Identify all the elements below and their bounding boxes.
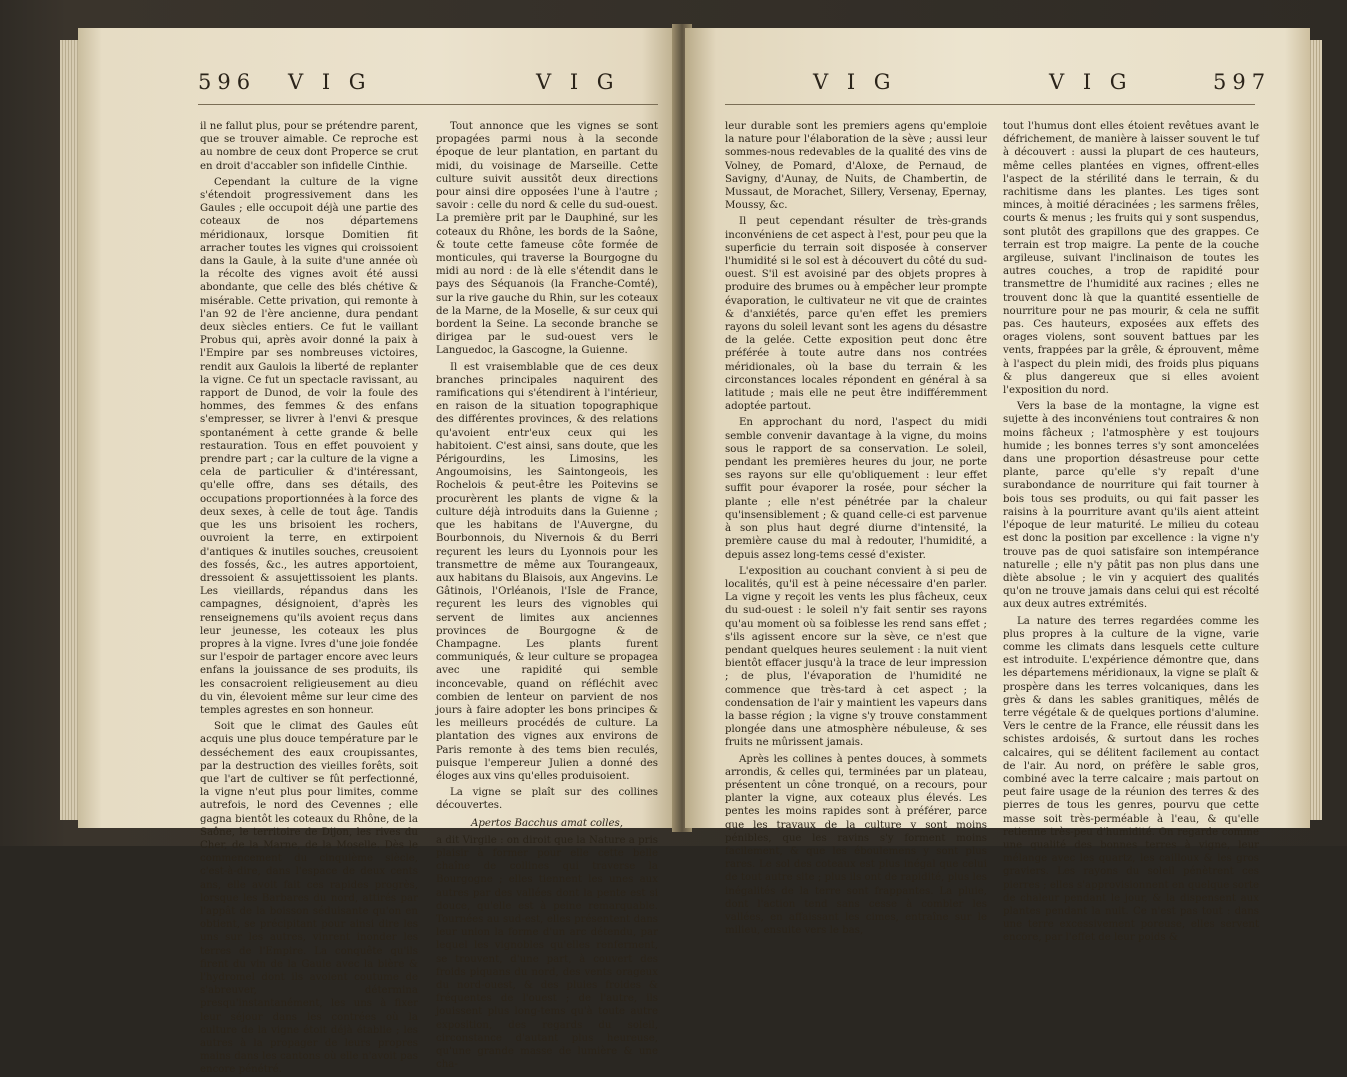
paragraph: tout l'humus dont elles étoient revêtues avant le défrichement, de manière à laisser souvent le tuf à découvert : aussi la plupart de ces hauteurs, même celles plantées en vignes, offrent-elles l'aspect de la stérilité dans le terrain, & du rachitisme dans les plantes. Les tiges sont minces, à moitié déracinées ; les sarmens frêles, courts & menus ; les fruits qui y sont suspendus, sont plutôt des grapillons que des grappes. Ce terrain est trop maigre. La pente de la couche argileuse, suivant l'inclinaison de toutes les autres couches, a trop de rapidité pour transmettre de l'humidité aux racines ; elles ne trouvent donc là que la quantité essentielle de nourriture pour ne pas mourir, & cela ne suffit pas. Ces hauteurs, exposées aux effets des orages violens, sont souvent battues par les vents, frappées par la grêle, & éprouvent, même à l'aspect du plein midi, des froids plus piquans & plus dangereux que si elles avoient l'exposition du nord. xyxy=(1003,121,1259,397)
left-page-column-1 xyxy=(200,120,418,1076)
running-head-left-1: V I G xyxy=(288,70,372,94)
running-head-left-2: V I G xyxy=(536,70,620,94)
left-page xyxy=(78,28,678,1076)
page-edges-left xyxy=(60,40,80,820)
right-page xyxy=(685,28,1310,944)
paragraph: La vigne se plaît sur des collines découvertes. xyxy=(436,787,658,812)
running-head-right-1: V I G xyxy=(813,70,897,94)
header-rule-left xyxy=(198,104,658,105)
paragraph: Vers la base de la montagne, la vigne est sujette à des inconvéniens tout contraires & non moins fâcheux ; l'atmosphère y est toujours humide ; les bonnes terres s'y sont amoncelées dans une proportion désastreuse pour cette plante, parce qu'elle s'y repaît d'une surabondance de nourriture qui fait tourner à bois tous ses produits, ou qui fait passer les raisins à la pourriture avant qu'ils aient atteint l'époque de leur maturité. Le milieu du coteau est donc la position par excellence : la vigne n'y trouve pas de quoi satisfaire son intempérance naturelle ; elle n'y pâtit pas non plus dans une diète absolue ; le vin y acquiert des qualités qu'on ne trouve jamais dans celui qui est récolté aux deux autres extrémités. xyxy=(1003,401,1259,611)
paragraph: Soit que le climat des Gaules eût acquis une plus douce température par le desséchement des eaux croupissantes, par la destruction des vieilles forêts, soit que l'art de cultiver se fût perfectionné, la vigne n'eut plus pour limites, comme autrefois, le nord des Cevennes ; elle gagna bientôt les coteaux du Rhône, de la Saône, le territoire de Dijon, les rives du Cher, de la Marne, de la Moselle. Dès le commencement du cinquième siècle, c'est-à-dire, dans l'espace de deux cents ans, elle avoit fait ces rapides progrès, lorsque les Barbares du nord, attirés par l'appât de la boisson séduisante qu'on en obtient, se précipitant pour ainsi dire les uns sur les autres, vinrent inonder les terres de l'Empire. La conquête qu'ils firent du vin de la Gaule avec la bière & l'hydromel dont ils avoient coutume de s'abreuver, détermina presqu'instantanément, les uns à fixer leur séjour dans les contrées où la culture de la vigne étoit déjà établie ; les autres à la propager de leurs propres mains dans les cantons où elle n'avoit pas encore pénétré. xyxy=(200,721,418,1076)
paragraph: La nature des terres regardées comme les plus propres à la culture de la vigne, varie comme les climats dans lesquels cette culture est introduite. L'expérience démontre que, dans les départemens méridionaux, la vigne se plaît & prospère dans les terres volcaniques, dans les grès & dans les sables granitiques, mêlés de terre végétale & de quelques portions d'alumine. Vers le centre de la France, elle réussit dans les schistes ardoisés, & surtout dans les roches calcaires, qui se délitent facilement au contact de l'air. Au nord, on préfère le sable gros, combiné avec la terre calcaire ; mais partout on peut faire usage de la réunion des terres & des pierres de tous les genres, pourvu que cette masse soit très-perméable à l'eau, & qu'elle retienne très-peu d'humidité. On regarde comme une qualité des bonnes terres à vigne, leur mélange avec les quartz, les cailloux & les gros graviers. Les rayons du soleil pénètrent ces pierres ; elles s'approvisionnent en quelque sorte de chaleur pendant le jour, & la dispensent aux plantes pendant la nuit. Ce n'est pas tout : dans une terre excessivement poreuse, elles servent encore, par l'effet de leur poids & xyxy=(1003,615,1259,944)
header-rule-right xyxy=(725,104,1255,105)
left-page-column-2 xyxy=(436,120,658,1071)
page-number-right: 597 xyxy=(1213,70,1272,94)
right-page-column-1 xyxy=(725,120,987,937)
paragraph: leur durable sont les premiers agens qu'emploie la nature pour l'élaboration de la sève ; aussi leur sommes-nous redevables de la qualité des vins de Volney, de Pomard, d'Aloxe, de Pernaud, de Savigny, d'Aunay, de Nuits, de Chambertin, de Mussaut, de Morachet, Sillery, Versenay, Epernay, Moussy, &c. xyxy=(725,121,987,212)
paragraph: L'exposition au couchant convient à si peu de localités, qu'il est à peine nécessaire d'en parler. La vigne y reçoit les vents les plus fâcheux, ceux du sud-ouest : le soleil n'y fait sentir ses rayons qu'au moment où sa foiblesse les rend sans effet ; s'ils agissent encore sur la sève, ce n'est que pendant quelques heures seulement : la nuit vient bientôt effacer jusqu'à la trace de leur impression ; de plus, l'évaporation de l'humidité ne commence que très-tard à cet aspect ; la condensation de l'air y maintient les vapeurs dans la basse région ; la vigne s'y trouve constamment plongée dans une atmosphère nébuleuse, & ses fruits ne mûrissent jamais. xyxy=(725,565,987,749)
paragraph: il ne fallut plus, pour se prétendre parent, que se trouver aimable. Ce reproche est au nombre de ceux dont Properce se crut en droit d'accabler son infidelle Cinthie. xyxy=(200,121,418,172)
paragraph: En approchant du nord, l'aspect du midi semble convenir davantage à la vigne, du moins sous le rapport de sa conservation. Le soleil, pendant les premières heures du jour, ne porte ses rayons sur elle qu'obliquement : leur effet suffit pour évaporer la rosée, pour sécher la plante ; elle n'est pénétrée par la chaleur qu'insensiblement ; & quand celle-ci est parvenue à son plus haut degré diurne d'intensité, la première cause du mal à redouter, l'humidité, a depuis assez long-tems cessé d'exister. xyxy=(725,417,987,561)
paragraph: a dit Virgile : on diroit que la Nature a pris plaisir à former pour elle cette belle chaîne de collines qui traverse la Bourgogne ; elles tiennent les unes aux autres par des vallées dont la pente est si douce, qu'elle est à peine remarquable. Tournées au sud-est, elles présentent dans leur union la forme d'un arc détendu, par lequel les vignobles qu'elles renferment, se trouvent, d'une part, à couvert des froids piquans du nord, des vents orageux du nord-ouest, & des pluies froides & fréquentes de l'ouest ; de l'autre, ils jouissent plus long-tems qu'à toute autre exposition, des regards du soleil, circonstance d'autant plus heureuse, qu'une grande masse de lumière & une cha- xyxy=(436,834,658,1071)
latin-quote: Apertos Bacchus amat colles, xyxy=(470,817,624,829)
page-edges-right xyxy=(1308,40,1322,820)
page-number-left: 596 xyxy=(198,70,257,94)
right-page-column-2 xyxy=(1003,120,1259,944)
paragraph: Cependant la culture de la vigne s'étendoit progressivement dans les Gaules ; elle occupoit déjà une partie des coteaux de nos départemens méridionaux, lorsque Domitien fit arracher toutes les vignes qui croissoient dans la Gaule, à la suite d'une année où la récolte des vignes avoit été aussi abondante, que celle des blés chétive & misérable. Cette privation, qui remonte à l'an 92 de l'ère ancienne, dura pendant deux siècles entiers. Ce fut le vaillant Probus qui, après avoir donné la paix à l'Empire par ses nombreuses victoires, rendit aux Gaulois la liberté de replanter la vigne. Ce fut un spectacle ravissant, au rapport de Dunod, de voir la foule des hommes, des femmes & des enfans s'empresser, se livrer à l'envi & presque spontanément à cette grande & belle restauration. Tous en effet pouvoient y prendre part ; car la culture de la vigne a cela de particulier & d'intéressant, qu'elle offre, dans ses détails, des occupations proportionnées à la force des deux sexes, à celle de tout âge. Tandis que les uns brisoient les rochers, ouvroient la terre, en extirpoient d'antiques & inutiles souches, creusoient des fossés, &c., les autres apportoient, dressoient & assujettissoient les plants. Les vieillards, répandus dans les campagnes, désignoient, d'après les renseignemens qu'ils avoient reçus dans leur jeunesse, les coteaux les plus propres à la vigne. Ivres d'une joie fondée sur l'espoir de partager encore avec leurs enfans la jouissance de ses produits, ils les consacroient religieusement au dieu du vin, élevoient même sur leur cime des temples agrestes en son honneur. xyxy=(200,176,418,716)
running-head-right-2: V I G xyxy=(1049,70,1133,94)
paragraph: Tout annonce que les vignes se sont propagées parmi nous à la seconde époque de leur plantation, en partant du midi, du voisinage de Marseille. Cette culture suivit aussitôt deux directions pour ainsi dire opposées l'une à l'autre ; savoir : celle du nord & celle du sud-ouest. La première prit par le Dauphiné, sur les coteaux du Rhône, les bords de la Saône, & toute cette fameuse côte formée de monticules, qui traverse la Bourgogne du midi au nord : de là elle s'étendit dans le pays des Séquanois (la Franche-Comté), sur la rive gauche du Rhin, sur les coteaux de la Marne, de la Moselle, & sur ceux qui bordent la Seine. La seconde branche se dirigea par le sud-ouest vers le Languedoc, la Gascogne, la Guienne. xyxy=(436,121,658,357)
paragraph: Il peut cependant résulter de très-grands inconvéniens de cet aspect à l'est, pour peu que la superficie du terrain soit disposée à conserver l'humidité si le sol est à découvert du côté du sud-ouest. S'il est avoisiné par des objets propres à produire des brumes ou à empêcher leur prompte évaporation, le cultivateur ne vit que de craintes & d'anxiétés, parce qu'en effet les premiers rayons du soleil levant sont les agens du désastre de la gelée. Cette exposition peut donc être préférée à toute autre dans nos contrées méridionales, où la base du terrain & les circonstances locales répondent en général à sa latitude ; mais elle ne peut être indifféremment adoptée partout. xyxy=(725,216,987,413)
paragraph: Après les collines à pentes douces, à sommets arrondis, & celles qui, terminées par un plateau, présentent un cône tronqué, on a recours, pour planter la vigne, aux coteaux plus élevés. Les pentes les moins rapides sont à préférer, parce que les travaux de la culture y sont moins pénibles, que les ravins s'y forment moins facilement, & que les éboulemens y sont plus rares. Le sol des coteaux est plus inégal que celui de tout autre site ; plus ils ont de rapidité, plus les inégalités de la terre sont frappantes. La pluie, dont l'action tend sans cesse à combler les vallées, en affaissant les cimes, entraîne sur le milieu, ensuite vers le bas, xyxy=(725,753,987,937)
paragraph: Il est vraisemblable que de ces deux branches principales naquirent des ramifications qui s'étendirent à l'intérieur, en raison de la situation topographique des différentes provinces, & des relations qu'avoient entr'eux ceux qui les habitoient. C'est ainsi, sans doute, que les Périgourdins, les Limosins, les Angoumoisins, les Saintongeois, les Rochelois & peut-être les Poitevins se procurèrent les plants de vigne & la culture déjà introduits dans la Guienne ; que les habitans de l'Auvergne, du Bourbonnois, du Nivernois & du Berri reçurent les leurs du Lyonnois pour les transmettre de même aux Tourangeaux, aux habitans du Blaisois, aux Angevins. Le Gâtinois, l'Orléanois, l'Isle de France, reçurent les leurs des vignobles qui servent de limites aux anciennes provinces de Bourgogne & de Champagne. Les plants furent communiqués, & leur culture se propagea avec une rapidité qui semble inconcevable, quand on réfléchit avec combien de lenteur on parvient de nos jours à faire adopter les bons principes & les meilleurs procédés de culture. La plantation des vignes aux environs de Paris remonte à des tems bien reculés, puisque l'empereur Julien a donné des éloges aux vins qu'elles produisoient. xyxy=(436,361,658,782)
